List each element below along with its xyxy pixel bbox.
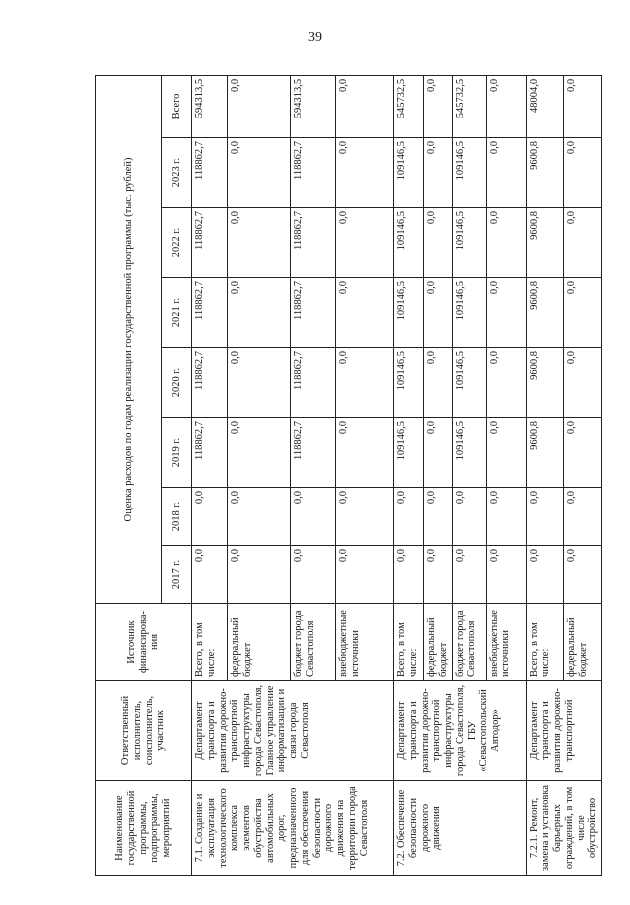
table-row (526, 75, 564, 875)
value-cell: 0,0 (228, 418, 291, 488)
value-cell: 0,0 (486, 278, 526, 348)
value-cell: 118862,7 (291, 278, 336, 348)
header-row-top (96, 75, 162, 875)
activity-executor: Департамент транспорта и развития дорожно-транспортной (526, 681, 602, 781)
funding-source: федеральный бюджет (564, 604, 602, 681)
value-cell: 0,0 (486, 348, 526, 418)
funding-source: Всего, в том числе: (394, 604, 424, 681)
value-cell: 0,0 (228, 546, 291, 604)
value-cell: 0,0 (228, 138, 291, 208)
value-cell: 0,0 (336, 488, 394, 546)
value-cell: 0,0 (564, 348, 602, 418)
header-source: Источник финансирова-ния (96, 604, 192, 681)
funding-source: внебюджетные источники (486, 604, 526, 681)
value-cell: 0,0 (424, 488, 453, 546)
value-cell: 109146,5 (452, 278, 486, 348)
value-cell: 118862,7 (291, 138, 336, 208)
total-cell: 0,0 (424, 75, 453, 137)
header-name: Наименование государственной программы, подпрограммы, мероприятий (96, 781, 192, 876)
value-cell: 0,0 (394, 488, 424, 546)
value-cell: 0,0 (336, 278, 394, 348)
value-cell: 0,0 (228, 348, 291, 418)
total-cell: 48004,0 (526, 75, 564, 137)
header-executor: Ответственный исполнитель, соисполнитель, участник (96, 681, 192, 781)
value-cell: 118862,7 (192, 278, 228, 348)
value-cell: 0,0 (564, 418, 602, 488)
total-cell: 545732,5 (452, 75, 486, 137)
value-cell: 0,0 (526, 488, 564, 546)
value-cell: 0,0 (486, 138, 526, 208)
value-cell: 0,0 (486, 418, 526, 488)
value-cell: 109146,5 (452, 138, 486, 208)
value-cell: 9600,8 (526, 278, 564, 348)
value-cell: 0,0 (424, 278, 453, 348)
value-cell: 0,0 (564, 208, 602, 278)
header-estimate: Оценка расходов по годам реализации государственной программы (тыс. рублей) (96, 75, 162, 603)
value-cell: 0,0 (486, 546, 526, 604)
table-row (394, 75, 424, 875)
value-cell: 0,0 (291, 488, 336, 546)
funding-source: федеральный бюджет (424, 604, 453, 681)
value-cell: 109146,5 (394, 278, 424, 348)
total-cell: 0,0 (564, 75, 602, 137)
value-cell: 0,0 (564, 488, 602, 546)
value-cell: 109146,5 (452, 208, 486, 278)
value-cell: 0,0 (228, 278, 291, 348)
value-cell: 109146,5 (452, 348, 486, 418)
value-cell: 118862,7 (291, 208, 336, 278)
total-cell: 0,0 (486, 75, 526, 137)
total-cell: 0,0 (228, 75, 291, 137)
value-cell: 9600,8 (526, 208, 564, 278)
value-cell: 118862,7 (192, 418, 228, 488)
header-year: 2017 г. (162, 546, 192, 604)
value-cell: 0,0 (192, 488, 228, 546)
value-cell: 9600,8 (526, 418, 564, 488)
value-cell: 118862,7 (192, 348, 228, 418)
value-cell: 9600,8 (526, 348, 564, 418)
value-cell: 109146,5 (394, 348, 424, 418)
activity-executor: Департамент транспорта и развития дорожно-транспортной инфраструктуры города Севастополя, ГБУ «Севастопольский Автодор» (394, 681, 527, 781)
budget-table (95, 75, 602, 876)
value-cell: 0,0 (486, 488, 526, 546)
header-year: 2023 г. (162, 138, 192, 208)
header-year: 2020 г. (162, 348, 192, 418)
activity-name: 7.1. Создание и эксплуатация технологического комплекса элементов обустройства автомобильных дорог, предназначенного для обеспечения безопасности дорожного движения на территории города Севастополя (192, 781, 394, 876)
value-cell: 0,0 (336, 348, 394, 418)
value-cell: 0,0 (336, 208, 394, 278)
page-number: 39 (308, 30, 322, 45)
rotated-table-container (95, 76, 599, 876)
value-cell: 9600,8 (526, 138, 564, 208)
total-cell: 0,0 (336, 75, 394, 137)
header-year: 2019 г. (162, 418, 192, 488)
funding-source: бюджет города Севастополя (291, 604, 336, 681)
header-total: Всего (162, 75, 192, 137)
value-cell: 109146,5 (394, 208, 424, 278)
value-cell: 109146,5 (394, 418, 424, 488)
value-cell: 0,0 (228, 208, 291, 278)
header-year: 2022 г. (162, 208, 192, 278)
value-cell: 0,0 (564, 546, 602, 604)
value-cell: 0,0 (291, 546, 336, 604)
funding-source: Всего, в том числе: (192, 604, 228, 681)
total-cell: 594313,5 (291, 75, 336, 137)
funding-source: внебюджетные источники (336, 604, 394, 681)
total-cell: 545732,5 (394, 75, 424, 137)
value-cell: 118862,7 (192, 208, 228, 278)
value-cell: 0,0 (336, 138, 394, 208)
value-cell: 0,0 (228, 488, 291, 546)
value-cell: 0,0 (424, 418, 453, 488)
header-year: 2018 г. (162, 488, 192, 546)
value-cell: 0,0 (424, 208, 453, 278)
value-cell: 0,0 (336, 418, 394, 488)
value-cell: 109146,5 (394, 138, 424, 208)
value-cell: 0,0 (394, 546, 424, 604)
funding-source: Всего, в том числе: (526, 604, 564, 681)
value-cell: 0,0 (564, 278, 602, 348)
activity-executor: Департамент транспорта и развития дорожно-транспортной инфраструктуры города Севастополя, Главное управление информатизации и связи города Севастополя (192, 681, 394, 781)
value-cell: 109146,5 (452, 418, 486, 488)
value-cell: 0,0 (192, 546, 228, 604)
funding-source: бюджет города Севастополя (452, 604, 486, 681)
value-cell: 0,0 (424, 546, 453, 604)
table-row (192, 75, 228, 875)
value-cell: 0,0 (526, 546, 564, 604)
value-cell: 0,0 (424, 348, 453, 418)
value-cell: 0,0 (486, 208, 526, 278)
value-cell: 0,0 (564, 138, 602, 208)
header-year: 2021 г. (162, 278, 192, 348)
activity-name: 7.2.1. Ремонт, замена и установка барьерных ограждений, в том числе обустройство (526, 781, 602, 876)
funding-source: федеральный бюджет (228, 604, 291, 681)
value-cell: 118862,7 (192, 138, 228, 208)
value-cell: 0,0 (424, 138, 453, 208)
value-cell: 0,0 (452, 488, 486, 546)
value-cell: 0,0 (336, 546, 394, 604)
total-cell: 594313,5 (192, 75, 228, 137)
activity-name: 7.2. Обеспечение безопасности дорожного движения (394, 781, 527, 876)
value-cell: 0,0 (452, 546, 486, 604)
value-cell: 118862,7 (291, 418, 336, 488)
value-cell: 118862,7 (291, 348, 336, 418)
